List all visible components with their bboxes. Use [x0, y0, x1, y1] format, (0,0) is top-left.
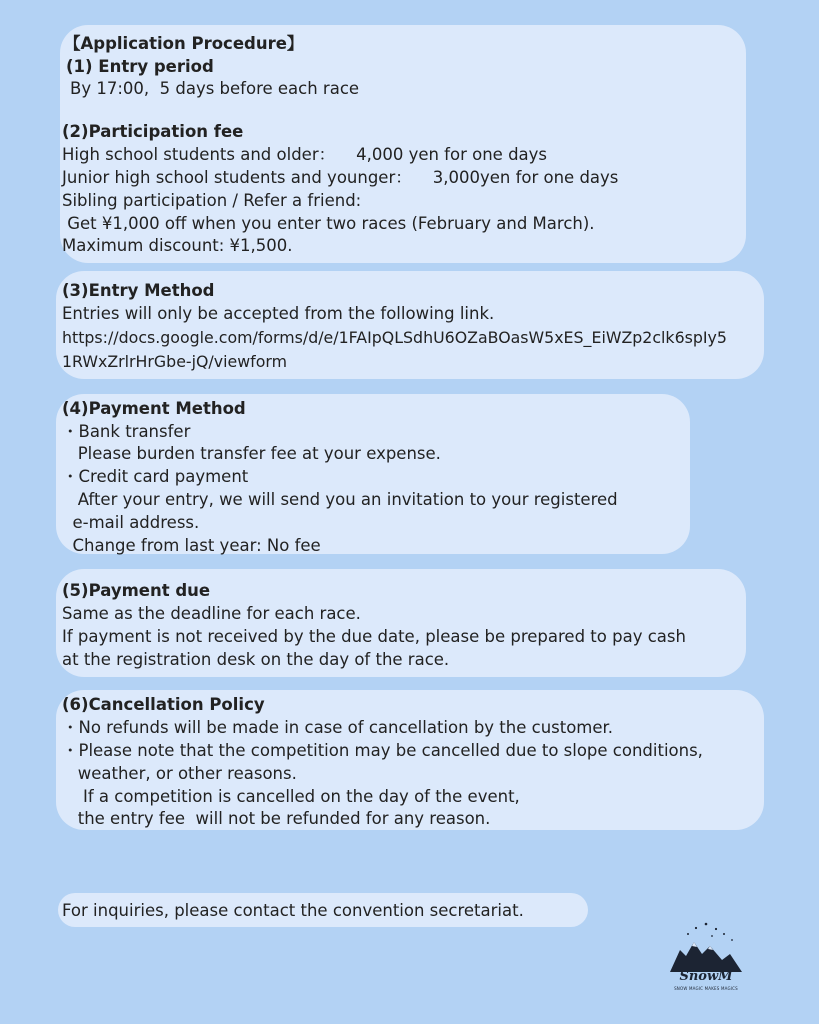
cancellation-line-5: the entry fee will not be refunded for any reason. [62, 809, 491, 828]
entry-form-link-cont[interactable]: 1RWxZrlrHrGbe-jQ/viewform [62, 352, 287, 371]
entry-form-link[interactable]: https://docs.google.com/forms/d/e/1FAIpQLSdhU6OZaBOasW5xES_EiWZp2clk6spIy5 [62, 328, 727, 347]
cancellation-line-1: ・No refunds will be made in case of cancellation by the customer. [62, 718, 614, 737]
payment-method-heading: (4)Payment Method [62, 399, 246, 418]
logo-tagline: SNOW MAGIC MAKES MAGICS [674, 986, 738, 991]
payment-line-4: After your entry, we will send you an invitation to your registered [62, 490, 618, 509]
payment-due-line-2: If payment is not received by the due date, please be prepared to pay cash [62, 627, 686, 646]
fee-line-4: Get ¥1,000 off when you enter two races (February and March). [62, 214, 595, 233]
snowm-logo [666, 920, 746, 1000]
entry-method-text: Entries will only be accepted from the following link. [62, 304, 495, 323]
payment-line-6: Change from last year: No fee [62, 536, 321, 555]
inquiry-text: For inquiries, please contact the convention secretariat. [62, 901, 524, 920]
payment-line-2: Please burden transfer fee at your expense. [62, 444, 441, 463]
participation-fee-heading: (2)Participation fee [62, 122, 244, 141]
cancellation-heading: (6)Cancellation Policy [62, 695, 265, 714]
cancellation-line-4: If a competition is cancelled on the day of the event, [62, 787, 520, 806]
payment-line-5: e-mail address. [62, 513, 200, 532]
payment-line-3: ・Credit card payment [62, 467, 249, 486]
payment-due-line-3: at the registration desk on the day of the race. [62, 650, 450, 669]
fee-line-3: Sibling participation / Refer a friend: [62, 191, 362, 210]
application-procedure-heading: 【Application Procedure】 [64, 34, 304, 53]
entry-period-text: By 17:00, 5 days before each race [70, 79, 360, 98]
entry-period-heading: (1) Entry period [66, 57, 214, 76]
fee-line-2: Junior high school students and younger： 3,000yen for one days [62, 168, 619, 187]
fee-line-1: High school students and older： 4,000 yen for one days [62, 145, 548, 164]
payment-due-line-1: Same as the deadline for each race. [62, 604, 361, 623]
logo-name: SnowM [679, 969, 733, 984]
entry-method-heading: (3)Entry Method [62, 281, 215, 300]
payment-line-1: ・Bank transfer [62, 422, 191, 441]
cancellation-line-3: weather, or other reasons. [62, 764, 297, 783]
payment-due-heading: (5)Payment due [62, 581, 211, 600]
cancellation-line-2: ・Please note that the competition may be cancelled due to slope conditions, [62, 741, 703, 760]
fee-line-5: Maximum discount: ¥1,500. [62, 236, 293, 255]
